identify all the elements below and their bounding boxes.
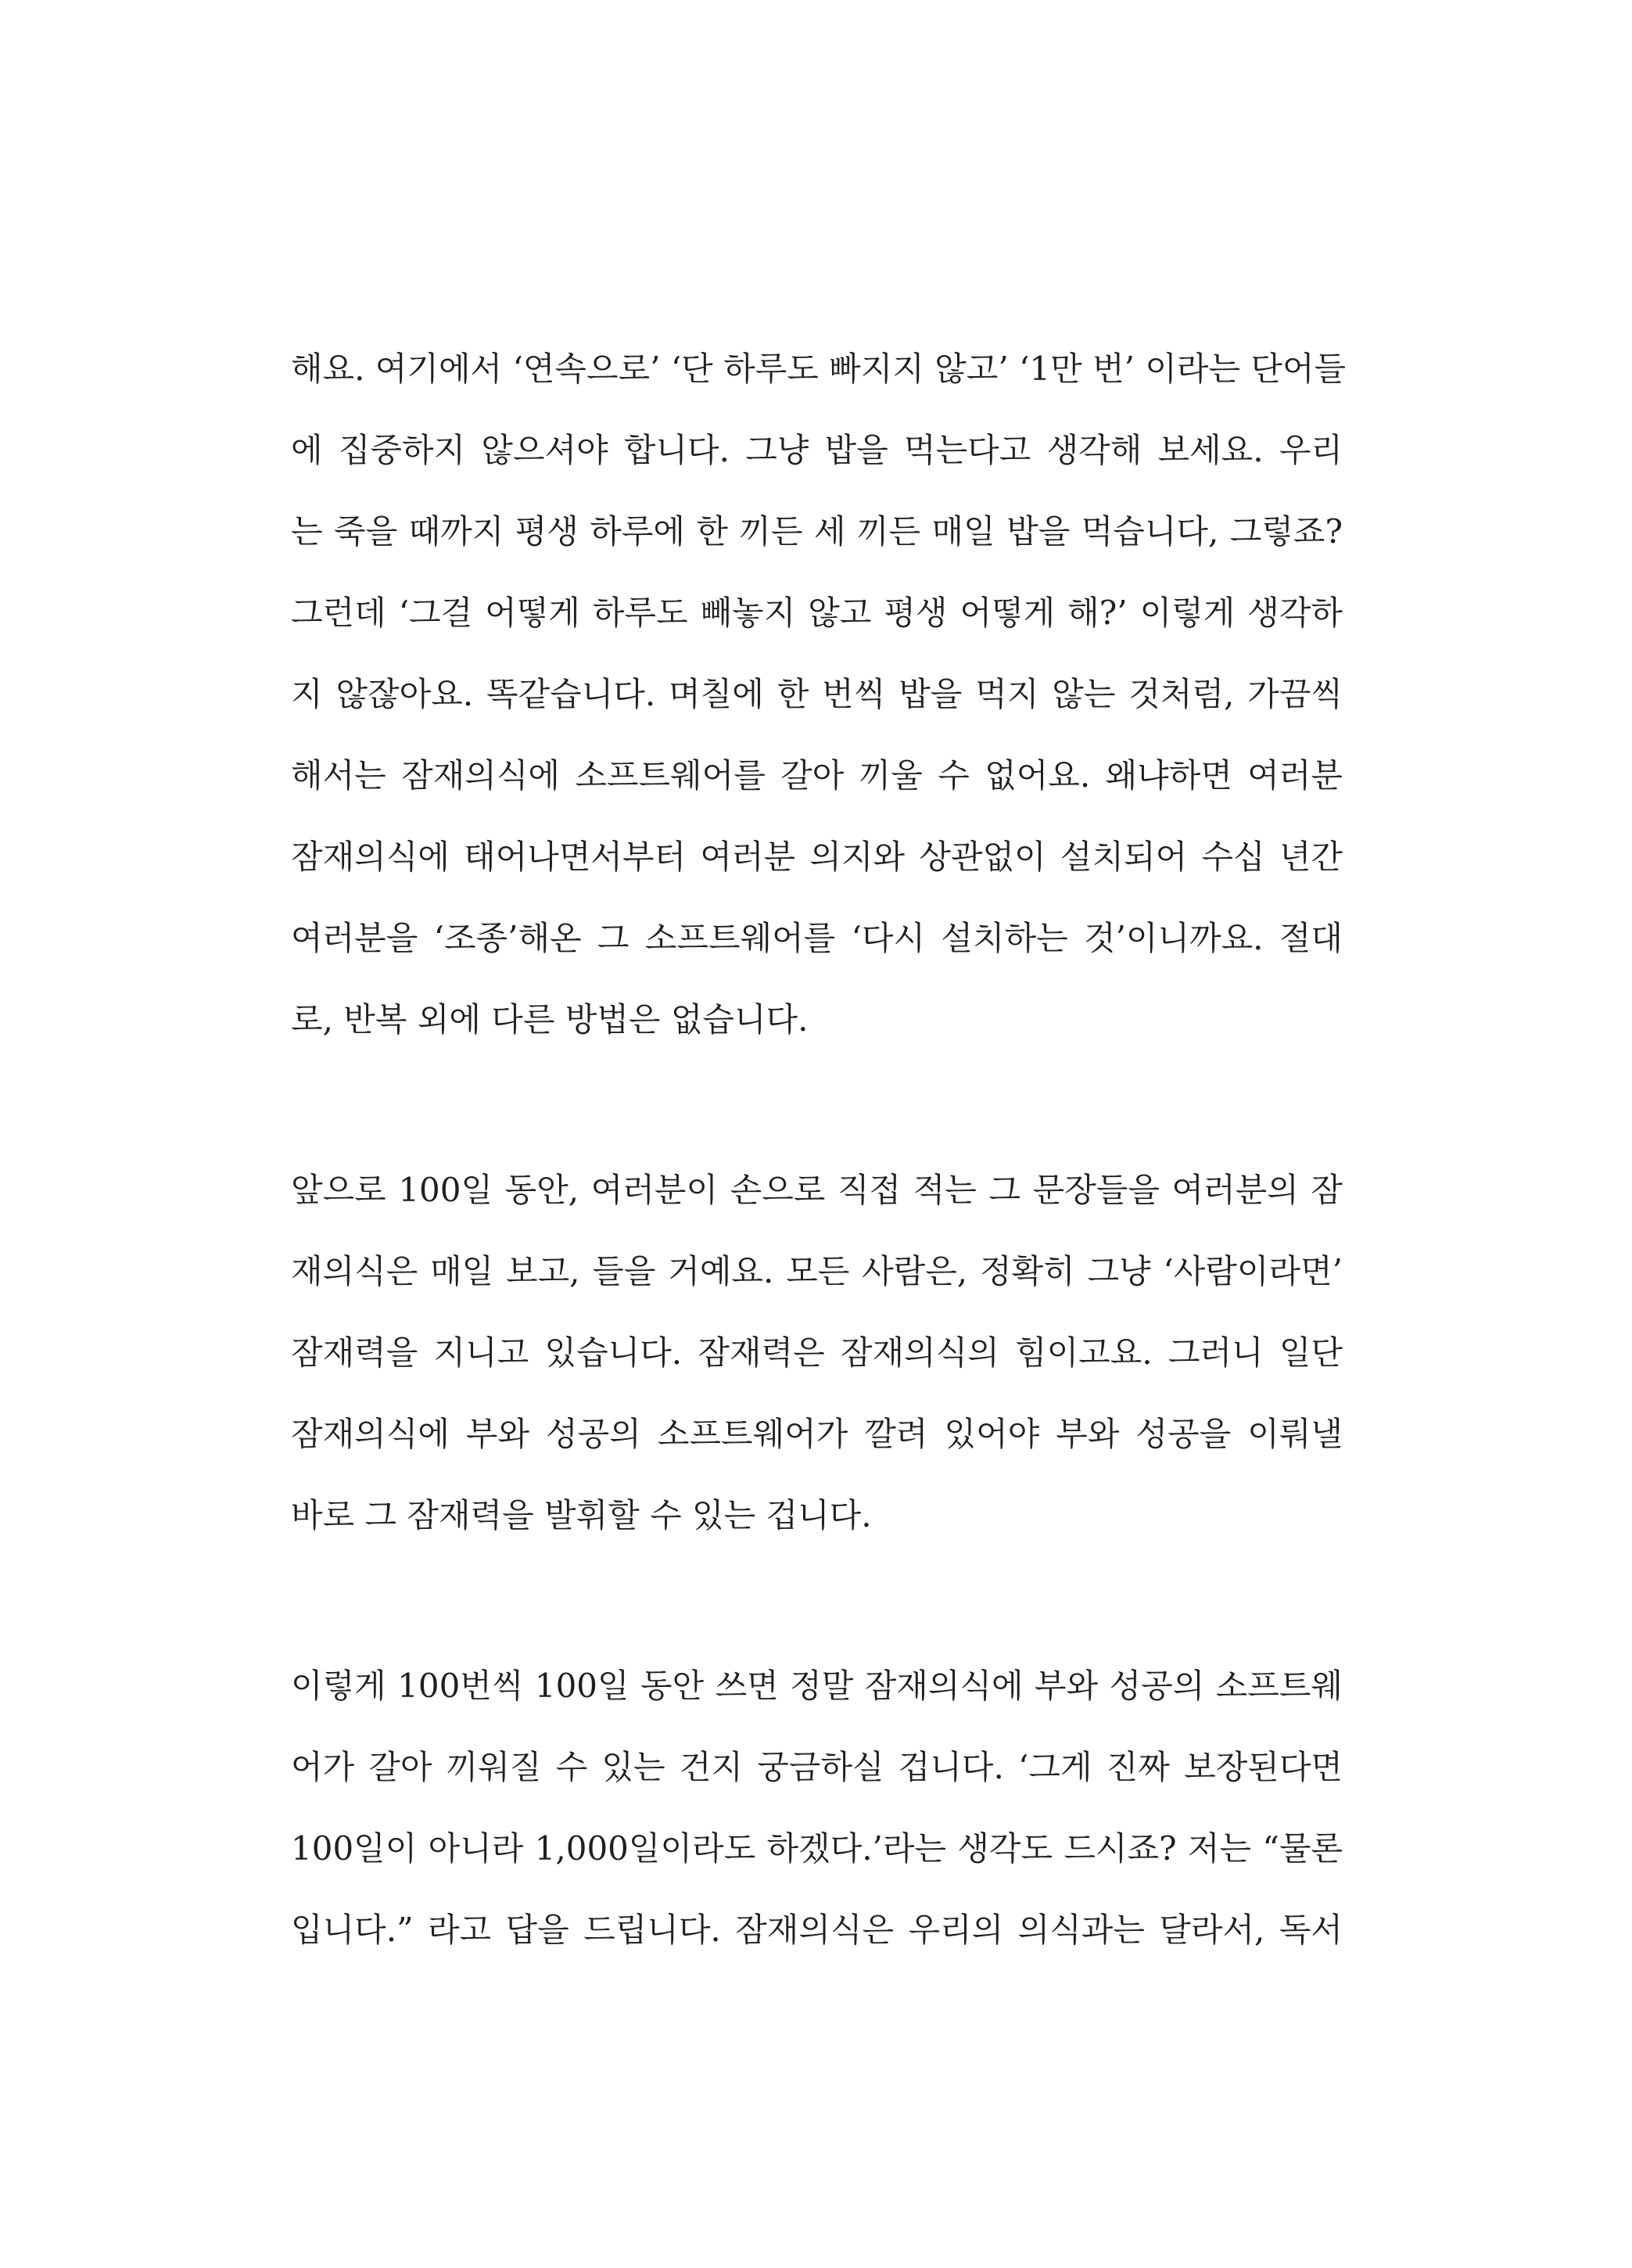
- paragraph-3: [291, 1645, 1343, 1971]
- text-line: 해요. 여기에서 ‘연속으로’ ‘단 하루도 빠지지 않고’ ‘1만 번’ 이라는 단어들: [291, 350, 1347, 388]
- paragraph-1: [291, 328, 1347, 1060]
- text-line: 에 집중하지 않으셔야 합니다. 그냥 밥을 먹는다고 생각해 보세요. 우리: [291, 431, 1343, 469]
- body-text: [291, 328, 1347, 1971]
- text-line: 입니다.” 라고 답을 드립니다. 잠재의식은 우리의 의식과는 달라서, 독서: [291, 1911, 1343, 1949]
- paragraph-gap: [291, 1556, 1343, 1645]
- text-line: 100일이 아니라 1,000일이라도 하겠다.’라는 생각도 드시죠? 저는 “물론: [291, 1829, 1343, 1868]
- text-line: 바로 그 잠재력을 발휘할 수 있는 겁니다.: [291, 1496, 872, 1534]
- text-line: 로, 반복 외에 다른 방법은 없습니다.: [291, 1000, 809, 1039]
- paragraph-gap: [291, 1060, 1343, 1150]
- text-line: 그런데 ‘그걸 어떻게 하루도 빼놓지 않고 평생 어떻게 해?’ 이렇게 생각하: [291, 594, 1343, 632]
- text-line: 어가 갈아 끼워질 수 있는 건지 궁금하실 겁니다. ‘그게 진짜 보장된다면: [291, 1748, 1343, 1786]
- text-line: 잠재력을 지니고 있습니다. 잠재력은 잠재의식의 힘이고요. 그러니 일단: [291, 1333, 1343, 1372]
- text-line: 이렇게 100번씩 100일 동안 쓰면 정말 잠재의식에 부와 성공의 소프트웨: [291, 1667, 1343, 1705]
- paragraph-2: [291, 1150, 1343, 1556]
- text-line: 는 죽을 때까지 평생 하루에 한 끼든 세 끼든 매일 밥을 먹습니다, 그렇죠?: [291, 512, 1343, 551]
- text-line: 해서는 잠재의식에 소프트웨어를 갈아 끼울 수 없어요. 왜냐하면 여러분: [291, 756, 1343, 795]
- text-line: 재의식은 매일 보고, 들을 거예요. 모든 사람은, 정확히 그냥 ‘사람이라면’: [291, 1252, 1343, 1290]
- text-line: 지 않잖아요. 똑같습니다. 며칠에 한 번씩 밥을 먹지 않는 것처럼, 가끔씩: [291, 675, 1343, 713]
- text-line: 잠재의식에 태어나면서부터 여러분 의지와 상관없이 설치되어 수십 년간: [291, 838, 1343, 876]
- text-line: 잠재의식에 부와 성공의 소프트웨어가 깔려 있어야 부와 성공을 이뤄낼: [291, 1415, 1343, 1453]
- text-line: 여러분을 ‘조종’해온 그 소프트웨어를 ‘다시 설치하는 것’이니까요. 절대: [291, 919, 1343, 957]
- text-line: 앞으로 100일 동안, 여러분이 손으로 직접 적는 그 문장들을 여러분의 잠: [291, 1171, 1343, 1209]
